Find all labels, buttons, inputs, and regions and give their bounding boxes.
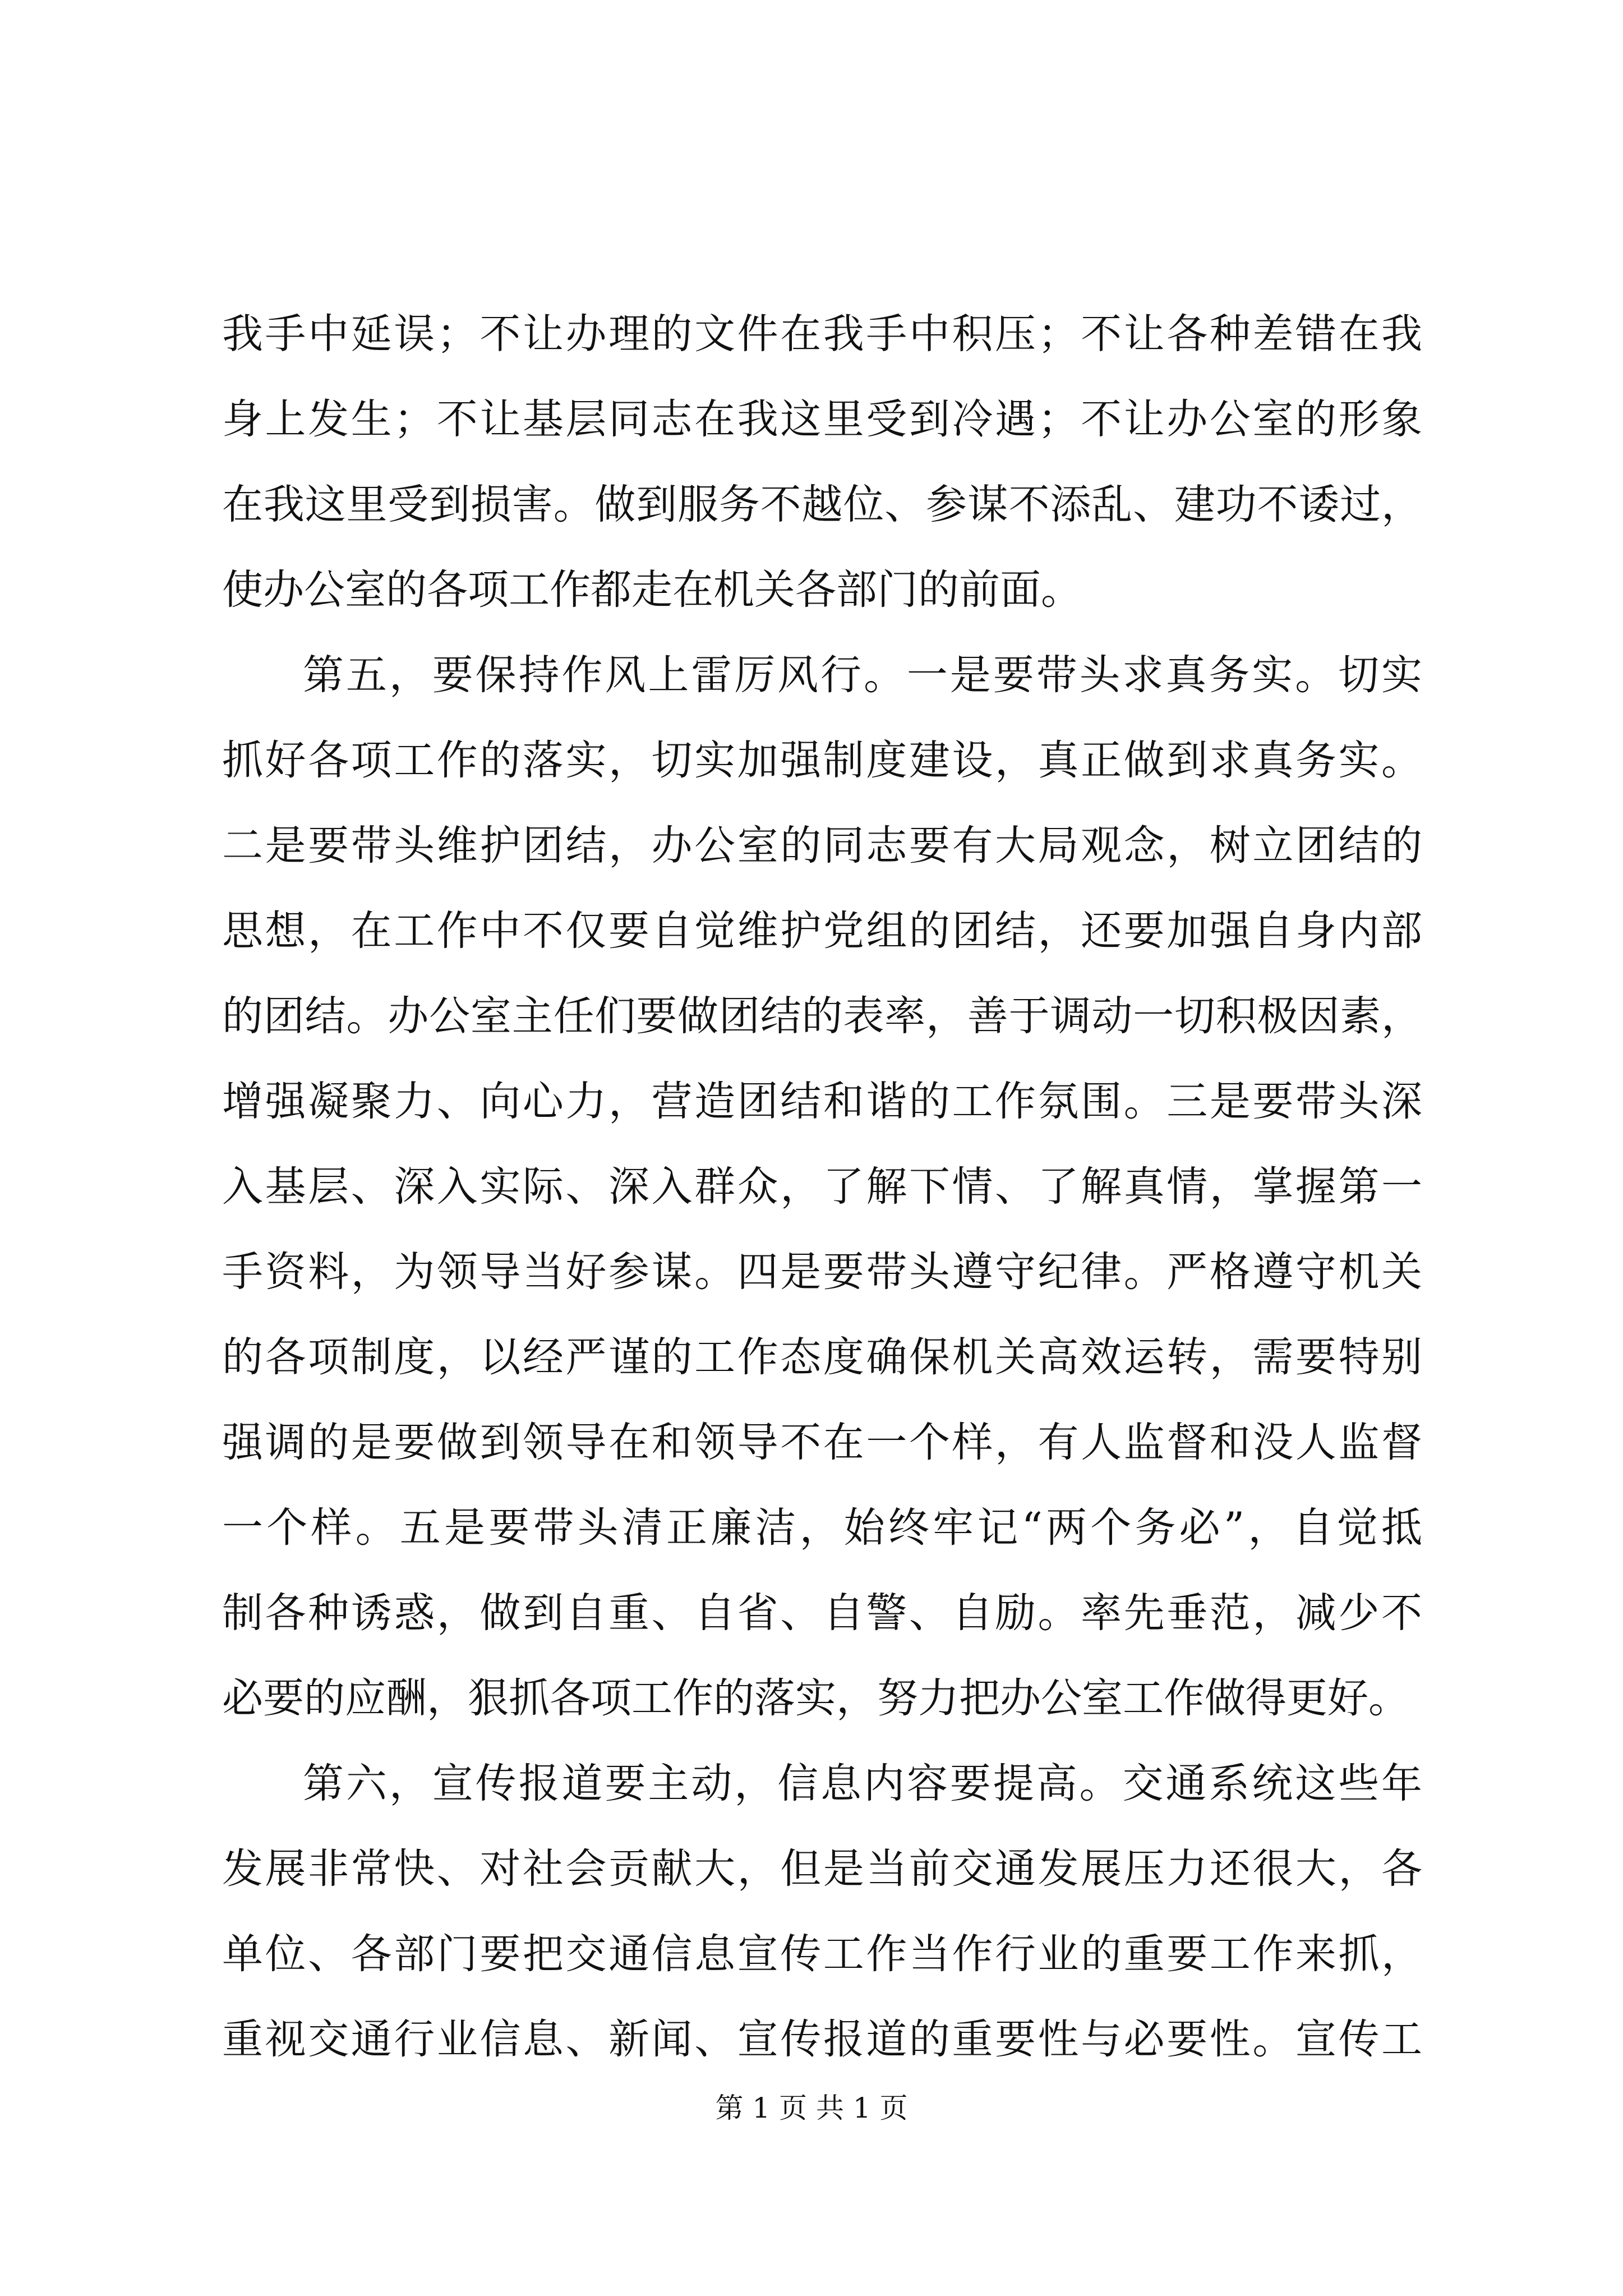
paragraph-1-line-1: 我手中延误；不让办理的文件在我手中积压；不让各种差错在我 bbox=[222, 310, 1422, 358]
paragraph-2-line-2: 抓好各项工作的落实，切实加强制度建设，真正做到求真务实。 bbox=[222, 737, 1422, 784]
paragraph-2-line-13: 必要的应酬，狠抓各项工作的落实，努力把办公室工作做得更好。 bbox=[222, 1674, 1409, 1722]
paragraph-2-line-1: 第五，要保持作风上雷厉风行。一是要带头求真务实。切实 bbox=[303, 651, 1422, 699]
paragraph-3-line-1: 第六，宣传报道要主动，信息内容要提高。交通系统这些年 bbox=[303, 1760, 1422, 1807]
paragraph-2-line-4: 思想，在工作中不仅要自觉维护党组的团结，还要加强自身内部 bbox=[222, 907, 1422, 955]
paragraph-2-line-11: 一个样。五是要带头清正廉洁，始终牢记“两个务必”，自觉抵 bbox=[222, 1504, 1422, 1552]
document-body bbox=[222, 292, 1422, 2082]
paragraph-2-line-7: 入基层、深入实际、深入群众，了解下情、了解真情，掌握第一 bbox=[222, 1163, 1422, 1211]
paragraph-2-line-12: 制各种诱惑，做到自重、自省、自警、自励。率先垂范，减少不 bbox=[222, 1589, 1422, 1637]
paragraph-2-line-5: 的团结。办公室主任们要做团结的表率，善于调动一切积极因素， bbox=[222, 992, 1422, 1040]
paragraph-2-line-8: 手资料，为领导当好参谋。四是要带头遵守纪律。严格遵守机关 bbox=[222, 1248, 1422, 1296]
paragraph-3-line-2: 发展非常快、对社会贡献大，但是当前交通发展压力还很大，各 bbox=[222, 1845, 1422, 1893]
page-number-footer: 第 1 页 共 1 页 bbox=[715, 2092, 908, 2124]
paragraph-3-line-4: 重视交通行业信息、新闻、宣传报道的重要性与必要性。宣传工 bbox=[222, 2016, 1422, 2063]
paragraph-1-line-2: 身上发生；不让基层同志在我这里受到冷遇；不让办公室的形象 bbox=[222, 395, 1422, 443]
paragraph-2-line-10: 强调的是要做到领导在和领导不在一个样，有人监督和没人监督 bbox=[222, 1419, 1422, 1466]
paragraph-2-line-6: 增强凝聚力、向心力，营造团结和谐的工作氛围。三是要带头深 bbox=[222, 1078, 1422, 1125]
paragraph-1-line-3: 在我这里受到损害。做到服务不越位、参谋不添乱、建功不诿过， bbox=[222, 481, 1422, 528]
paragraph-1-line-4: 使办公室的各项工作都走在机关各部门的前面。 bbox=[222, 566, 1082, 614]
paragraph-2-line-9: 的各项制度，以经严谨的工作态度确保机关高效运转，需要特别 bbox=[222, 1333, 1422, 1381]
paragraph-2-line-3: 二是要带头维护团结，办公室的同志要有大局观念，树立团结的 bbox=[222, 822, 1422, 869]
paragraph-3-line-3: 单位、各部门要把交通信息宣传工作当作行业的重要工作来抓， bbox=[222, 1930, 1422, 1978]
